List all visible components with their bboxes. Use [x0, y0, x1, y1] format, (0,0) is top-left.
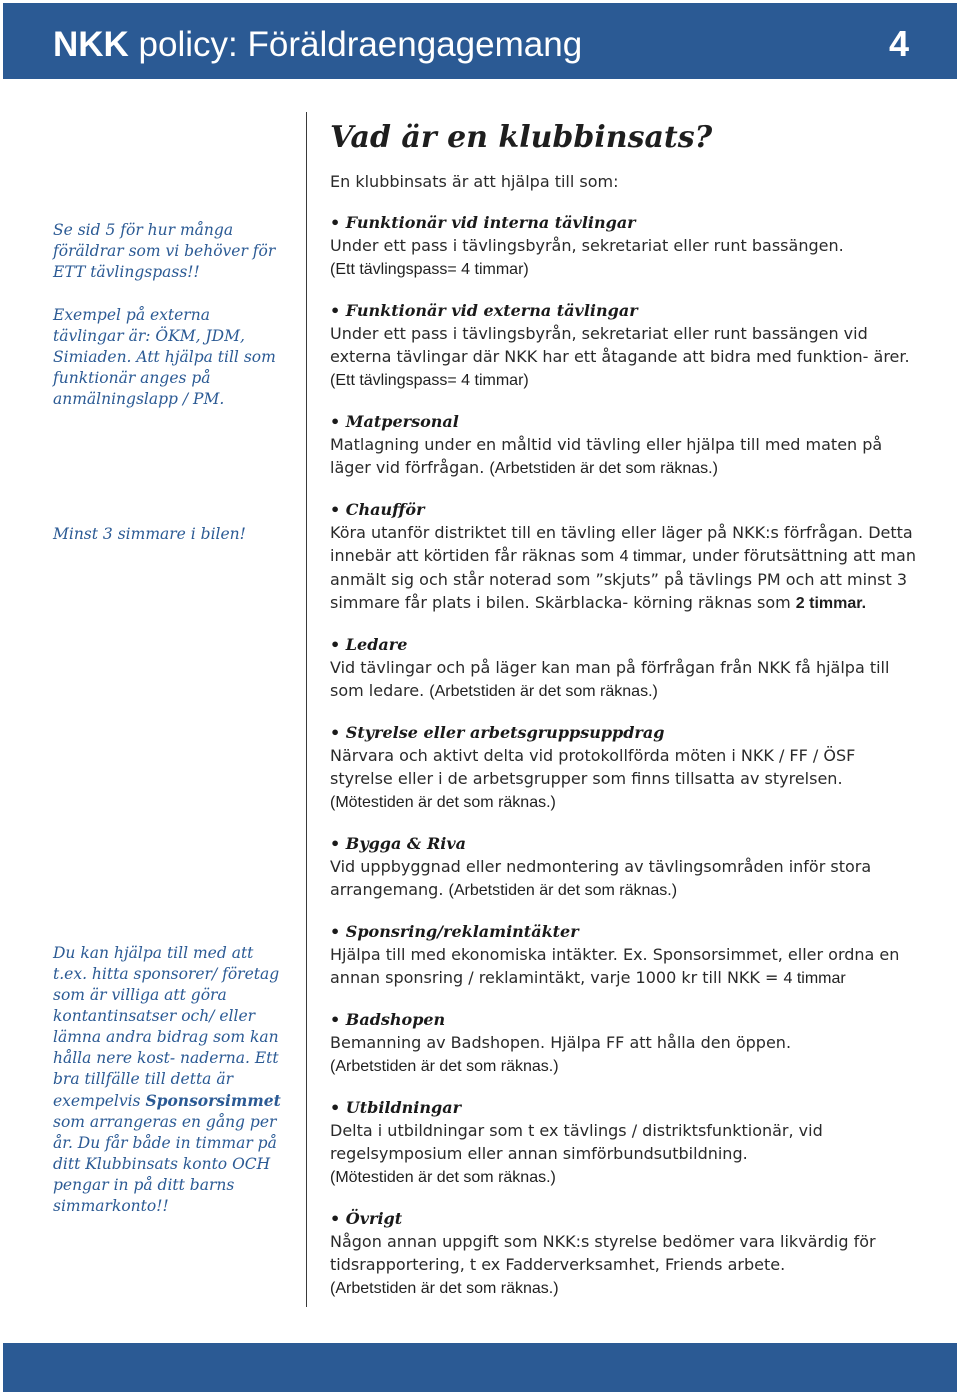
main-heading: Vad är en klubbinsats?	[330, 120, 713, 155]
item-title: • Matpersonal	[330, 412, 459, 431]
item-desc	[330, 322, 920, 392]
list-item	[330, 1009, 920, 1078]
item-title: • Sponsring/reklamintäkter	[330, 922, 579, 941]
item-desc-text: Någon annan uppgift som NKK:s styrelse bedömer vara likvärdig för tidsrapportering, t ex Fadderverksamhet, Friends arbete.	[330, 1232, 876, 1274]
item-title: • Övrigt	[330, 1209, 403, 1228]
item-note: (Arbetstiden är det som räknas.)	[448, 882, 678, 899]
item-note: (Arbetstiden är det som räknas.)	[330, 1280, 559, 1297]
sidebar-note-volunteers: Se sid 5 för hur många föräldrar som vi behöver för ETT tävlingspass!!	[53, 221, 276, 281]
item-title: • Funktionär vid interna tävlingar	[330, 213, 636, 232]
item-desc	[330, 1031, 920, 1078]
list-item	[330, 212, 920, 281]
sidebar-note-external: Exempel på externa tävlingar är: ÖKM, JDM, Simiaden. Att hjälpa till som funktionär anges på anmälningslapp / PM.	[53, 306, 276, 408]
item-desc	[330, 943, 920, 990]
item-desc-text: Närvara och aktivt delta vid protokollförda möten i NKK / FF / ÖSF styrelse eller i de arbetsgrupper som finns tillsatta av styrelsen.	[330, 746, 856, 788]
list-item	[330, 411, 920, 480]
item-emphasis: 4 timmar	[619, 548, 682, 565]
item-desc-text: Delta i utbildningar som t ex tävlings / distriktsfunktionär, vid regelsymposium eller annan simförbundsutbildning.	[330, 1121, 823, 1163]
sponsor-text-c: som arrangeras en gång per år. Du får både in timmar på ditt Klubbinsats konto OCH pengar in på ditt barns simmarkonto!!	[53, 1113, 277, 1215]
item-desc-text: Under ett pass i tävlingsbyrån, sekretariat eller runt bassängen vid externa tävlingar där NKK har ett åtagande att bidra med funktion- ärer.	[330, 324, 910, 366]
item-note: (Arbetstiden är det som räknas.)	[330, 1058, 559, 1075]
item-title: • Badshopen	[330, 1010, 446, 1029]
column-divider	[306, 112, 307, 1307]
item-note: (Ett tävlingspass= 4 timmar)	[330, 372, 529, 389]
item-title: • Ledare	[330, 635, 408, 654]
item-note: (Arbetstiden är det som räknas.)	[489, 460, 718, 477]
item-desc	[330, 656, 920, 703]
item-title: • Chaufför	[330, 500, 425, 519]
item-desc	[330, 1119, 920, 1189]
sponsor-event-name: Sponsorsimmet	[145, 1091, 281, 1110]
list-item	[330, 634, 920, 703]
item-note: (Mötestiden är det som räknas.)	[330, 794, 556, 811]
item-desc	[330, 1230, 920, 1300]
item-desc	[330, 744, 920, 814]
item-title: • Utbildningar	[330, 1098, 461, 1117]
list-item	[330, 833, 920, 902]
list-item	[330, 499, 920, 615]
list-item	[330, 300, 920, 392]
header-bar	[3, 3, 957, 79]
item-desc-text: Bemanning av Badshopen. Hjälpa FF att hålla den öppen.	[330, 1033, 792, 1052]
item-desc-text: Matlagning under en måltid vid tävling eller hjälpa till med maten på läger vid förfrågan.	[330, 435, 883, 477]
sidebar-note-car: Minst 3 simmare i bilen!	[53, 525, 246, 543]
item-desc-text: Hjälpa till med ekonomiska intäkter. Ex. Sponsorsimmet, eller ordna en annan sponsring / reklamintäkt, varje 1000 kr till NKK =	[330, 945, 900, 987]
item-desc-text-2: , under förutsättning att man anmält sig och står noterad som ”skjuts” på tävlings PM och att minst 3 simmare får plats i bilen. Skärblacka- körning räknas som	[330, 546, 916, 612]
item-desc-text: Vid uppbyggnad eller nedmontering av tävlingsområden inför stora arrangemang.	[330, 857, 872, 899]
item-desc	[330, 855, 920, 902]
item-desc-text: Under ett pass i tävlingsbyrån, sekretariat eller runt bassängen.	[330, 236, 844, 255]
item-note: (Mötestiden är det som räknas.)	[330, 1169, 556, 1186]
item-note: (Ett tävlingspass= 4 timmar)	[330, 261, 529, 278]
item-desc-text: Vid tävlingar och på läger kan man på förfrågan från NKK få hjälpa till som ledare.	[330, 658, 890, 700]
footer-bar	[3, 1343, 957, 1392]
item-title: • Bygga & Riva	[330, 834, 466, 853]
list-item	[330, 1097, 920, 1189]
item-note: 4 timmar	[783, 970, 846, 987]
title-text: policy: Föräldraengagemang	[128, 25, 583, 64]
intro-text: En klubbinsats är att hjälpa till som:	[330, 172, 619, 191]
list-item	[330, 921, 920, 990]
item-note: (Arbetstiden är det som räknas.)	[429, 683, 658, 700]
sponsor-text-a: Du kan hjälpa till med att t.ex. hitta sponsorer/ företag som är villiga att göra kontantinsatser och/ eller lämna andra bidrag som kan hålla nere kost- naderna. Ett bra tillfälle till detta är exempelvis	[53, 944, 280, 1110]
page-number: 4	[888, 23, 909, 64]
item-desc	[330, 234, 920, 281]
item-list	[330, 212, 920, 1319]
list-item	[330, 1208, 920, 1300]
item-desc	[330, 521, 920, 615]
item-emphasis: 2 timmar.	[795, 595, 867, 612]
item-desc	[330, 433, 920, 480]
page-title	[53, 25, 582, 65]
item-desc-text: Köra utanför distriktet till en tävling eller läger på NKK:s förfrågan. Detta innebär att körtiden får räknas som	[330, 523, 913, 565]
list-item	[330, 722, 920, 814]
brand-name: NKK	[53, 25, 129, 64]
item-title: • Styrelse eller arbetsgruppsuppdrag	[330, 723, 665, 742]
sidebar-note-sponsors	[53, 943, 291, 1217]
item-title: • Funktionär vid externa tävlingar	[330, 301, 638, 320]
